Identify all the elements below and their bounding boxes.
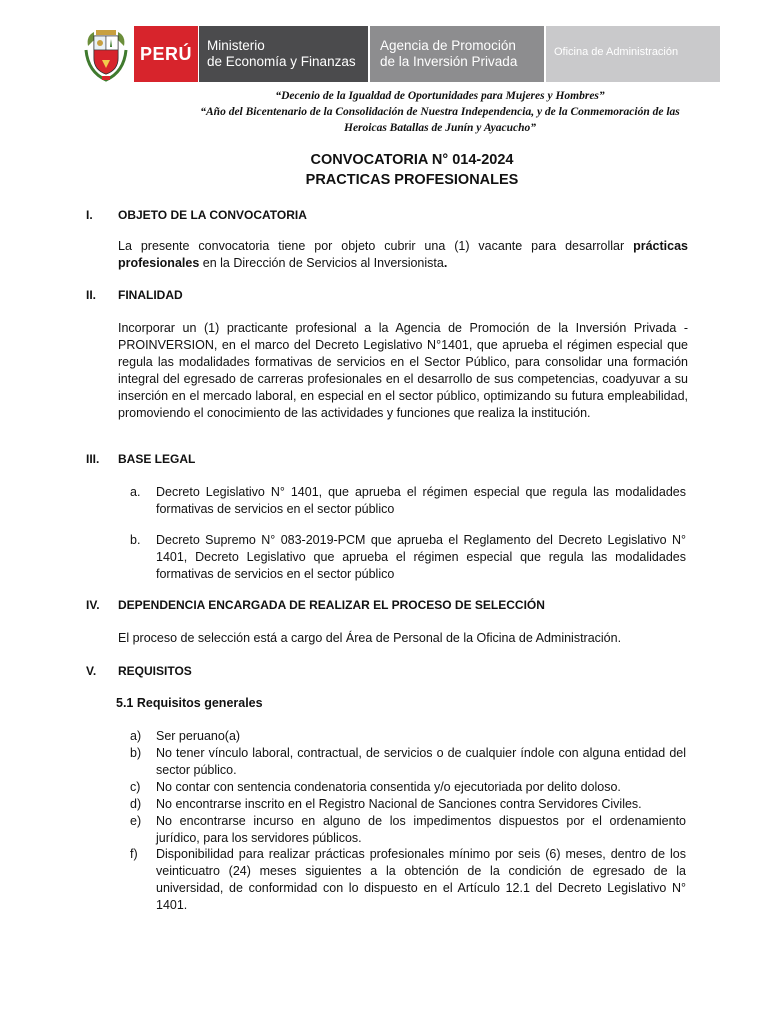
peru-label: PERÚ [134, 26, 198, 82]
list-item-text: No contar con sentencia condenatoria consentida y/o ejecutoriada por delito doloso. [156, 780, 621, 794]
list-item-label: d) [130, 797, 142, 811]
section-1-title: OBJETO DE LA CONVOCATORIA [118, 208, 307, 222]
list-item-text: Ser peruano(a) [156, 729, 241, 743]
section-5-subheading: 5.1 Requisitos generales [116, 696, 263, 710]
section-2-number: II. [86, 288, 97, 302]
list-item [130, 796, 686, 813]
title-line2: PRACTICAS PROFESIONALES [305, 172, 519, 188]
section-2-title: FINALIDAD [118, 288, 183, 302]
section-3-number: III. [86, 452, 100, 466]
office-label: Oficina de Administración [546, 26, 720, 82]
list-item-text: Decreto Supremo N° 083-2019-PCM que aprueba el Reglamento del Decreto Legislativo N° 1401, Decreto Legislativo que aprueba el régimen especial que regula las modalidades formativas de servicios en el sector público [156, 533, 686, 581]
list-item [130, 813, 686, 847]
section-2-text: Incorporar un (1) practicante profesional a la Agencia de Promoción de la Inversión Privada - PROINVERSION, en el marco del Decreto Legislativo N°1401, que aprueba el régimen especial que regula las modalidades formativas de servicios en el Sector Público, para consolidar una formación integral del egresado de carreras profesionales en el desarrollo de sus competencias, coadyuvar a su inserción en el mercado laboral, en especial en el sector público, optimizando su futura empleabilidad, promoviendo el conocimiento de las actividades y funciones que realiza la institución. [118, 321, 688, 420]
national-shield-icon [82, 26, 130, 82]
ministry-line1: Ministerio [207, 38, 265, 53]
list-item [130, 745, 686, 779]
title-line1: CONVOCATORIA N° 014-2024 [310, 152, 514, 168]
agency-label [370, 26, 544, 82]
section-1-text-bold: prácticas profesionales [118, 239, 688, 270]
list-item-label: c) [130, 780, 141, 794]
list-item-label: b) [130, 746, 142, 760]
list-item-text: Disponibilidad para realizar prácticas profesionales mínimo por seis (6) meses, dentro de los veinticuatro (24) meses siguientes a la obtención de la condición de egresado de la universidad, de conformidad con lo dispuesto en el Artículo 12.1 del Decreto Legislativo N° 1401. [156, 847, 686, 912]
motto-line2: “Año del Bicentenario de la Consolidación de Nuestra Independencia, y de la Conmemoración de las [200, 106, 680, 118]
list-item [130, 846, 686, 914]
section-4-title: DEPENDENCIA ENCARGADA DE REALIZAR EL PROCESO DE SELECCIÓN [118, 598, 545, 612]
section-3-title: BASE LEGAL [118, 452, 196, 466]
list-item-label: e) [130, 814, 142, 828]
agency-line2: de la Inversión Privada [380, 54, 518, 69]
agency-line1: Agencia de Promoción [380, 38, 516, 53]
ministry-line2: de Economía y Finanzas [207, 54, 356, 69]
list-item-text: No encontrarse incurso en alguno de los impedimentos dispuestos por el ordenamiento jurídico, para los servidores públicos. [156, 814, 686, 845]
section-1-heading [86, 208, 307, 222]
section-1-text-end: . [443, 256, 448, 270]
list-item-text: No encontrarse inscrito en el Registro Nacional de Sanciones contra Servidores Civiles. [156, 797, 642, 811]
ministry-label [198, 26, 368, 82]
section-1-text-a: La presente convocatoria tiene por objeto cubrir una (1) vacante para desarrollar [118, 239, 634, 253]
section-1-text [118, 238, 688, 272]
section-1-number: I. [86, 208, 93, 222]
section-5-number: V. [86, 664, 97, 678]
list-item-label: b. [130, 533, 141, 547]
motto-line3: Heroicas Batallas de Junín y Ayacucho” [344, 122, 536, 134]
list-item-label: a. [130, 485, 141, 499]
list-item-label: a) [130, 729, 142, 743]
section-4-heading [86, 598, 545, 612]
year-mottos [150, 88, 730, 136]
document-title [0, 150, 768, 190]
list-item-text: Decreto Legislativo N° 1401, que aprueba el régimen especial que regula las modalidades formativas de servicios en el sector público [156, 485, 686, 516]
list-item [130, 779, 686, 796]
list-item [130, 532, 686, 583]
list-item-text: No tener vínculo laboral, contractual, de servicios o de cualquier índole con alguna entidad del sector público. [156, 746, 686, 777]
section-4-text: El proceso de selección está a cargo del Área de Personal de la Oficina de Administración. [118, 631, 622, 645]
motto-line1: “Decenio de la Igualdad de Oportunidades para Mujeres y Hombres” [275, 90, 605, 102]
list-item [130, 484, 686, 518]
section-2-heading [86, 288, 183, 302]
section-4-number: IV. [86, 598, 100, 612]
list-item-label: f) [130, 847, 138, 861]
header-banner [82, 26, 720, 82]
section-1-text-b: en la Dirección de Servicios al Inversionista [199, 256, 444, 270]
list-item [130, 728, 686, 745]
section-5-heading [86, 664, 192, 678]
section-3-heading [86, 452, 195, 466]
section-5-title: REQUISITOS [118, 664, 192, 678]
